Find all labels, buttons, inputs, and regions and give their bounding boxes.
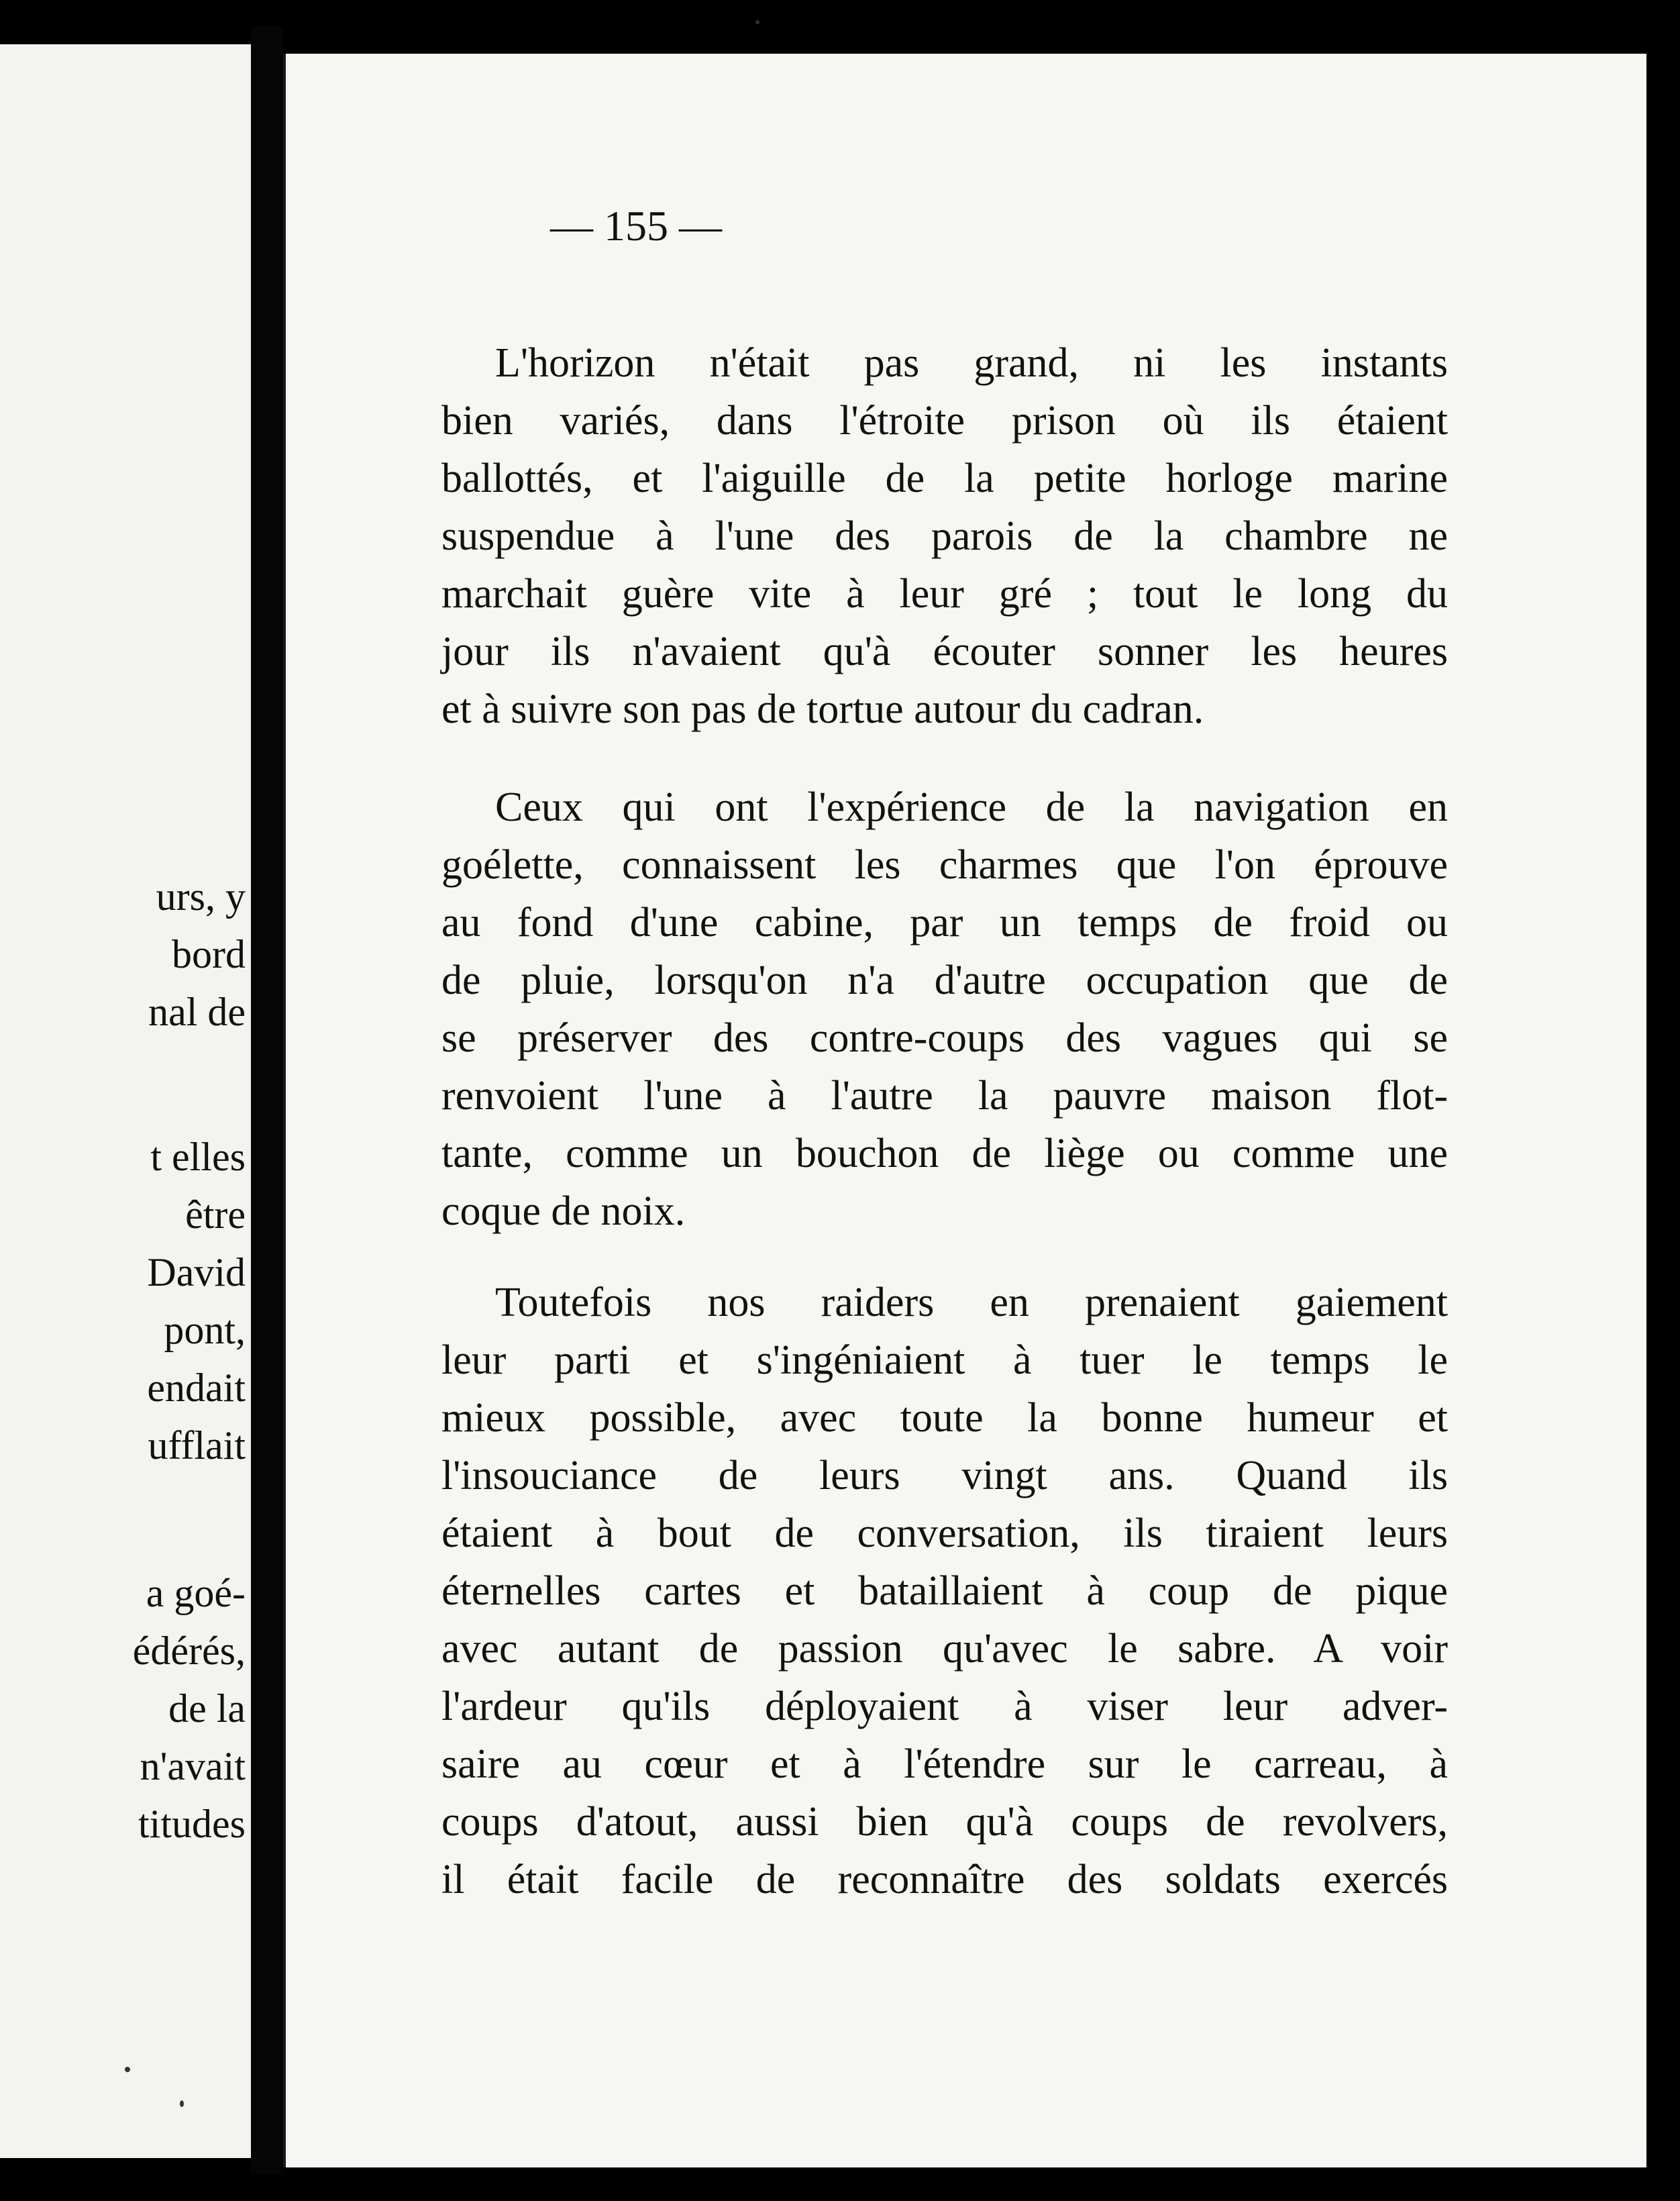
scan-border-bottom [0,2174,1680,2201]
left-page-fragment: titudes [138,1802,246,1846]
text-line: il était facile de reconnaître des soldats exercés [441,1857,1448,1902]
text-line: mieux possible, avec toute la bonne humeur et [441,1395,1448,1441]
paragraph [441,334,1448,738]
scan-speck [755,20,759,24]
text-line: Toutefois nos raiders en prenaient gaiement [495,1280,1448,1325]
page-number: — 155 — [550,202,722,250]
text-line: l'insouciance de leurs vingt ans. Quand ils [441,1453,1448,1498]
text-line: suspendue à l'une des parois de la chambre ne [441,513,1448,559]
text-line: l'ardeur qu'ils déployaient à viser leur adver- [441,1684,1448,1729]
text-line: bien variés, dans l'étroite prison où ils étaient [441,398,1448,444]
left-page-fragment: nal de [148,990,246,1034]
text-line: étaient à bout de conversation, ils tiraient leurs [441,1511,1448,1556]
text-line: renvoient l'une à l'autre la pauvre maison flot- [441,1073,1448,1119]
book-gutter [251,27,283,2201]
left-page-fragment: bord [172,932,246,976]
left-page-fragment: urs, y [156,874,246,919]
text-line: L'horizon n'était pas grand, ni les instants [495,340,1448,386]
left-page-fragment: a goé- [146,1571,246,1615]
left-page-fragment: être [185,1192,246,1237]
left-page-fragment: de la [168,1686,246,1731]
left-page-fragment: édérés, [132,1629,246,1673]
text-line: se préserver des contre-coups des vagues qui se [441,1015,1448,1061]
text-line: coque de noix. [441,1188,686,1234]
text-line: jour ils n'avaient qu'à écouter sonner les heures [441,629,1448,674]
left-page-fragment: pont, [164,1308,246,1352]
text-line: coups d'atout, aussi bien qu'à coups de revolvers, [441,1799,1448,1845]
text-line: marchait guère vite à leur gré ; tout le long du [441,571,1448,617]
paragraph [441,1274,1448,1908]
scan-border-right [1646,0,1680,2201]
left-page-fragment: t elles [150,1135,246,1179]
text-line: et à suivre son pas de tortue autour du cadran. [441,686,1204,732]
scan-speck [180,2100,184,2107]
text-line: ballottés, et l'aiguille de la petite horloge marine [441,456,1448,501]
text-line: leur parti et s'ingéniaient à tuer le temps le [441,1337,1448,1383]
paragraph [441,778,1448,1240]
text-line: éternelles cartes et bataillaient à coup de pique [441,1568,1448,1614]
text-line: saire au cœur et à l'étendre sur le carreau, à [441,1741,1448,1787]
left-page-fragment: n'avait [140,1744,246,1788]
left-page-edge [0,44,251,2158]
text-line: goélette, connaissent les charmes que l'on éprouve [441,842,1448,888]
text-line: tante, comme un bouchon de liège ou comme une [441,1131,1448,1176]
scan-speck [125,2067,130,2072]
left-page-fragment: ufflait [148,1423,246,1468]
text-line: au fond d'une cabine, par un temps de froid ou [441,900,1448,945]
text-line: Ceux qui ont l'expérience de la navigation en [495,784,1448,830]
text-line: de pluie, lorsqu'on n'a d'autre occupation que de [441,958,1448,1003]
text-line: avec autant de passion qu'avec le sabre. A voir [441,1626,1448,1672]
left-page-fragment: endait [147,1366,246,1410]
left-page-fragment: David [147,1250,246,1294]
